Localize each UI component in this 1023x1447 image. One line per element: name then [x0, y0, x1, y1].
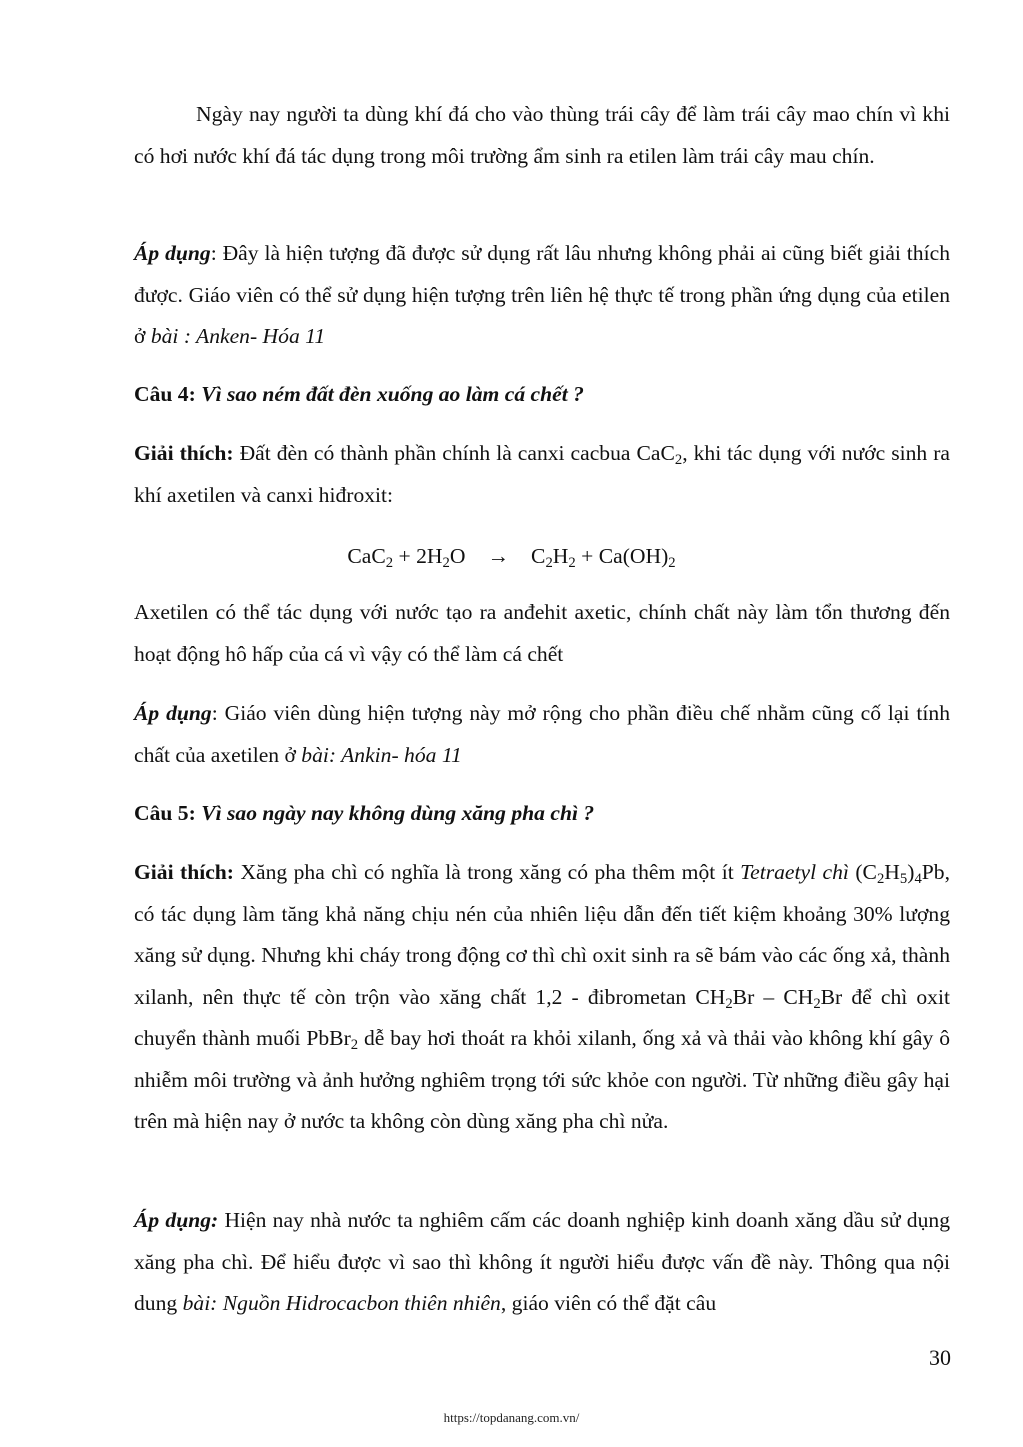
lesson-reference: bài: Nguồn Hidrocacbon thiên nhiên [182, 1291, 501, 1315]
explain-label: Giải thích: [134, 441, 234, 465]
chemical-equation: $CaC_2 + 2H_2O \to C_2H_2 + Ca(OH)_2$ [0, 538, 1023, 574]
paragraph-explain-5: Giải thích: Xăng pha chì có nghĩa là trong xăng có pha thêm một ít Tetraetyl chì $(C_2H_5)_4Pb$, có tác dụng làm tăng khả năng chịu nén của nhiên liệu dẫn đến tiết kiệm khoảng 30% lượng xăng sử dụng. Nhưng khi cháy trong động cơ thì chì oxit sinh ra sẽ bám vào các ống xả, thành xilanh, nên thực tế còn trộn vào xăng chất 1,2 - đibrometan $CH_2Br - CH_2Br$ để chì oxit chuyển thành muối PbBr$_2$ dễ bay hơi thoát ra khỏi xilanh, ống xả và thải vào không khí gây ô nhiễm môi trường và ảnh hưởng nghiêm trọng tới sức khỏe con người. Từ những điều gây hại trên mà hiện nay ở nước ta không còn dùng xăng pha chì nửa. [134, 860, 951, 1133]
apply-label: Áp dụng: [134, 1208, 219, 1232]
reaction-arrow-icon: → [487, 544, 510, 568]
lesson-reference: bài: Ankin- hóa 11 [301, 742, 462, 767]
paragraph-apply-1: Áp dụng: Đây là hiện tượng đã được sử dụng rất lâu nhưng không phải ai cũng biết giải thích được. Giáo viên có thể sử dụng hiện tượng trên liên hệ thực tế trong phần ứng dụng của etilen ở bài : Anken- Hóa 11 [134, 241, 950, 348]
lesson-reference: bài : Anken- Hóa 11 [150, 324, 326, 348]
paragraph-apply-3: Áp dụng: Hiện nay nhà nước ta nghiêm cấm các doanh nghiệp kinh doanh xăng dầu sử dụng xăng pha chì. Để hiểu được vì sao thì không ít người hiểu được vấn đề này. Thông qua nội dung bài: Nguồn Hidrocacbon thiên nhiên, giáo viên có thể đặt câu [134, 1208, 950, 1315]
apply-label: Áp dụng [134, 701, 212, 725]
paragraph-axetilen: Axetilen có thể tác dụng với nước tạo ra anđehit axetic, chính chất này làm tổn thương đến hoạt động hô hấp của cá vì vậy có thể làm cá chết [134, 600, 950, 666]
apply-label: Áp dụng [134, 241, 211, 265]
explain-label: Giải thích: [134, 860, 235, 884]
question-4-heading: Câu 4: Vì sao ném đất đèn xuống ao làm cá chết ? [134, 382, 584, 406]
page-number: 30 [929, 1345, 951, 1370]
paragraph-intro: Ngày nay người ta dùng khí đá cho vào thùng trái cây để làm trái cây mao chín vì khi có hơi nước khí đá tác dụng trong môi trường ẩm sinh ra etilen làm trái cây mau chín. [134, 102, 950, 168]
paragraph-explain-4: Giải thích: Đất đèn có thành phần chính là canxi cacbua CaC$_2$, khi tác dụng với nước sinh ra khí axetilen và canxi hiđroxit: [134, 441, 950, 507]
paragraph-apply-2: Áp dụng: Giáo viên dùng hiện tượng này mở rộng cho phần điều chế nhằm cũng cố lại tính chất của axetilen ở bài: Ankin- hóa 11 [134, 701, 950, 767]
question-5-heading: Câu 5: Vì sao ngày nay không dùng xăng pha chì ? [134, 801, 595, 825]
footer-url[interactable]: https://topdanang.com.vn/ [443, 1410, 580, 1425]
